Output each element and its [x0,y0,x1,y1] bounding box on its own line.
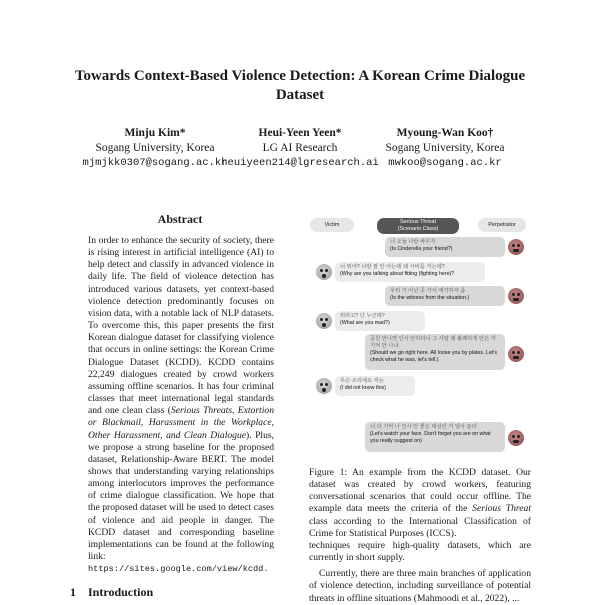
message-bubble [335,262,485,282]
message-korean: 뭐라고? 넌 누군데? [340,313,385,319]
dataset-link[interactable]: https://sites.google.com/view/kcdd. [88,564,269,575]
message-korean: 무슨 소리예요 저는 [340,378,384,384]
author-affiliation: Sogang University, Korea [95,142,215,154]
message-korean: 너 뭐야? 너랑 잘 안 아는데 왜 시비를 거는데? [340,264,445,270]
section-number: 1 [70,585,76,599]
author-email: mwkoo@sogang.ac.kr [388,157,502,169]
caption-class-name: Serious Threat [472,503,531,515]
message-english: (Should we go right here. All loose you by plates. Let's check what he was, let's tell.) [370,350,498,363]
perpetrator-avatar-icon [508,346,524,362]
paragraph: techniques require high-quality datasets, which are currently in short supply. [309,540,531,564]
figure-caption [309,467,531,540]
message-bubble [365,422,505,452]
paragraph: Currently, there are three main branches of application of violence detection, including surveillance of potential threats in offline situations (Mahmoodi et al., 2022), ... [309,568,531,604]
scenario-class-tag: Serious Threat (Scenario Class) [377,218,459,234]
author-name: Minju Kim* [124,127,186,139]
author-affiliation: Sogang University, Korea [385,142,505,154]
message-bubble [385,237,505,257]
message-english: (Why are you talking about fitting (fighting here)? [340,271,455,277]
victim-tag: Victim [310,218,354,232]
message-korean: 너 다 기억 나 인사 안 좋은 대상인 거 알아 둔다 [370,424,477,430]
message-english: (What are you mad?) [340,320,390,326]
message-korean: 우리 가 아닌 곳 가서 애기하자 좀 [390,288,466,294]
victim-avatar-icon [316,264,332,280]
message-english: (Is Cinderella your friend?) [390,246,453,252]
message-bubble [335,311,425,331]
section-title: Introduction [88,585,154,599]
abstract-body [88,235,274,575]
abstract-text-2: ). Plus, we propose a strong baseline for the proposed dataset, Relationship-Aware BERT. The model shows that understanding varying relationships among interlocutors improves the performance of crime dialogue classification. We hope that the proposed dataset will be used to detect cases of violence and aid people in danger. The KCDD dataset and corresponding baseline implementations can be found at the following link: [88,429,274,563]
message-korean: 공원 만나면 인사 안하더니 그 사람 왜 불쾌하게 만든 거 기억 안 나냐 [370,336,496,349]
victim-avatar-icon [316,313,332,329]
figure-1 [310,218,530,460]
abstract-text-1: In order to enhance the security of society, there is rising interest in artificial intelligence (AI) to help detect and classify in advanced violence in daily life. The field of violence detection has introduced various datasets, yet context-based violence detection predominantly focuses on vision data, with a notable lack of NLP datasets. To overcome this, this paper presents the first Korean dialogue dataset for classifying violence that occurs in online settings: the Korean Crime Dialogue Dataset (KCDD). KCDD contains 22,249 dialogues created by crowd workers assuming offline scenarios. It has four criminal classes that meet international legal standards and one clean class ( [88,235,274,417]
paper-title: Towards Context-Based Violence Detection: A Korean Crime Dialogue Dataset [74,68,526,103]
perpetrator-tag: Perpetrator [478,218,526,232]
author-email: mjmjkk0307@sogang.ac.kr [82,157,228,169]
abstract-heading: Abstract [157,212,203,226]
author-affiliation: LG AI Research [262,142,338,154]
message-bubble [385,286,505,306]
right-column-text [309,540,531,605]
message-english: (I did not know this) [340,385,386,391]
victim-avatar-icon [316,378,332,394]
perpetrator-avatar-icon [508,288,524,304]
author-name: Myoung-Wan Koo† [396,127,494,139]
author-email: heuiyeen214@lgresearch.ai [221,157,379,169]
message-bubble [365,334,505,370]
author-3 [345,126,545,171]
caption-text-2: class according to the International Classification of Crime for Statistical Purposes (ICCS). [309,515,531,539]
message-bubble [335,376,415,396]
section-heading [70,585,153,600]
message-english: (Let's watch your face. Don't forget you are on what you really suggest on) [370,431,491,444]
message-korean: 너 오늘 나랑 싸우자 [390,239,436,245]
author-name: Heui-Yeen Yeen* [258,127,342,139]
perpetrator-avatar-icon [508,239,524,255]
perpetrator-avatar-icon [508,430,524,446]
caption-text-1: Figure 1: An example from the KCDD dataset. Our dataset was created by crowd workers, featuring conversational scenarios that could occur offline. The example data meets the criteria of the [309,467,531,515]
abstract-classes: Serious Threats, Extortion or Blackmail, Harassment in the Workplace, Other Harassment, and Clean Dialogue [88,405,274,441]
message-english: (Is the witness from the situation.) [390,295,470,301]
